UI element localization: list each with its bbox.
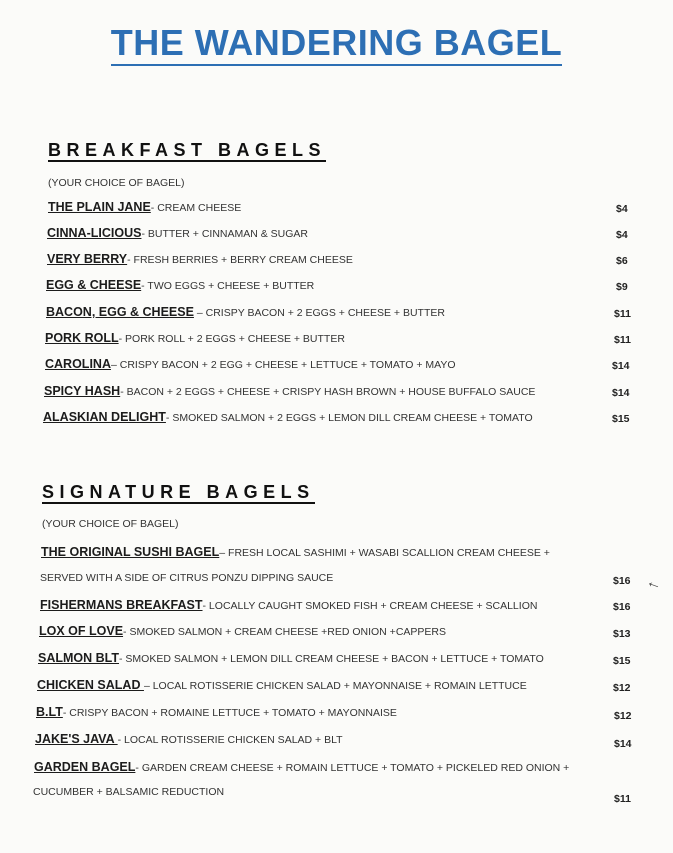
item-price: $14 <box>614 738 632 750</box>
breakfast-item-very-berry: VERY BERRY- FRESH BERRIES + BERRY CREAM CHEESE <box>47 252 353 266</box>
item-price: $14 <box>612 387 630 399</box>
item-name: THE PLAIN JANE <box>48 200 151 214</box>
breakfast-item-bacon-egg-cheese: BACON, EGG & CHEESE – CRISPY BACON + 2 EGGS + CHEESE + BUTTER <box>46 305 445 319</box>
item-name: GARDEN BAGEL <box>34 760 136 774</box>
item-price: $14 <box>612 360 630 372</box>
item-price: $6 <box>616 255 628 267</box>
item-description: LOCALLY CAUGHT SMOKED FISH + CREAM CHEESE + SCALLION <box>206 600 538 612</box>
item-description: SMOKED SALMON + LEMON DILL CREAM CHEESE + BACON + LETTUCE + TOMATO <box>122 653 544 665</box>
item-price: $15 <box>613 655 631 667</box>
item-price: $15 <box>612 413 630 425</box>
item-name: CINNA-LICIOUS <box>47 226 142 240</box>
signature-item-blt: B.LT- CRISPY BACON + ROMAINE LETTUCE + TOMATO + MAYONNAISE <box>36 705 397 719</box>
item-name: EGG & CHEESE <box>46 278 142 292</box>
item-description: BUTTER + CINNAMAN & SUGAR <box>144 228 309 240</box>
item-description: BACON + 2 EGGS + CHEESE + CRISPY HASH BROWN + HOUSE BUFFALO SAUCE <box>123 386 536 398</box>
item-name: BACON, EGG & CHEESE <box>46 305 194 319</box>
item-description: PORK ROLL + 2 EGGS + CHEESE + BUTTER <box>122 333 345 345</box>
item-price: $4 <box>616 203 628 215</box>
signature-item-garden-bagel: GARDEN BAGEL- GARDEN CREAM CHEESE + ROMAIN LETTUCE + TOMATO + PICKELED RED ONION + <box>34 760 570 774</box>
arrow-mark-icon: ← <box>643 572 665 595</box>
signature-heading: SIGNATURE BAGELS <box>42 482 315 502</box>
breakfast-item-egg-cheese: EGG & CHEESE- TWO EGGS + CHEESE + BUTTER <box>46 278 315 292</box>
item-name: CAROLINA <box>45 357 111 371</box>
item-name: CHICKEN SALAD <box>37 678 144 692</box>
item-price: $4 <box>616 229 628 241</box>
item-name: VERY BERRY <box>47 252 128 266</box>
signature-item-garden-bagel-cont: CUCUMBER + BALSAMIC REDUCTION <box>33 786 225 798</box>
breakfast-item-spicy-hash: SPICY HASH- BACON + 2 EGGS + CHEESE + CRISPY HASH BROWN + HOUSE BUFFALO SAUCE <box>44 384 536 398</box>
item-name: FISHERMANS BREAKFAST <box>40 598 203 612</box>
item-description: TWO EGGS + CHEESE + BUTTER <box>144 280 315 292</box>
item-description: CRISPY BACON + 2 EGG + CHEESE + LETTUCE + TOMATO + MAYO <box>116 359 456 371</box>
item-description: CRISPY BACON + ROMAINE LETTUCE + TOMATO + MAYONNAISE <box>66 707 397 719</box>
item-description: LOCAL ROTISSERIE CHICKEN SALAD + MAYONNAISE + ROMAIN LETTUCE <box>149 680 527 692</box>
item-name: SPICY HASH <box>44 384 121 398</box>
signature-item-jakes-java: JAKE'S JAVA - LOCAL ROTISSERIE CHICKEN SALAD + BLT <box>35 732 343 746</box>
item-price: $9 <box>616 281 628 293</box>
item-price: $11 <box>614 793 631 805</box>
item-description: SMOKED SALMON + 2 EGGS + LEMON DILL CREAM CHEESE + TOMATO <box>169 412 533 424</box>
breakfast-item-cinna-licious: CINNA-LICIOUS- BUTTER + CINNAMAN & SUGAR <box>47 226 309 240</box>
item-name: PORK ROLL <box>45 331 119 345</box>
item-name: JAKE'S JAVA <box>35 732 118 746</box>
item-name: ALASKIAN DELIGHT <box>43 410 166 424</box>
breakfast-item-plain-jane: THE PLAIN JANE- CREAM CHEESE <box>48 200 242 214</box>
item-description: GARDEN CREAM CHEESE + ROMAIN LETTUCE + TOMATO + PICKELED RED ONION + <box>138 762 570 774</box>
signature-item-sushi-bagel-cont: SERVED WITH A SIDE OF CITRUS PONZU DIPPING SAUCE <box>40 572 334 584</box>
item-description: FRESH BERRIES + BERRY CREAM CHEESE <box>130 254 353 266</box>
signature-item-fishermans-breakfast: FISHERMANS BREAKFAST- LOCALLY CAUGHT SMOKED FISH + CREAM CHEESE + SCALLION <box>40 598 538 612</box>
signature-item-chicken-salad: CHICKEN SALAD – LOCAL ROTISSERIE CHICKEN SALAD + MAYONNAISE + ROMAIN LETTUCE <box>37 678 527 692</box>
signature-item-salmon-blt: SALMON BLT- SMOKED SALMON + LEMON DILL CREAM CHEESE + BACON + LETTUCE + TOMATO <box>38 651 544 665</box>
signature-item-lox-of-love: LOX OF LOVE- SMOKED SALMON + CREAM CHEESE +RED ONION +CAPPERS <box>39 624 446 638</box>
item-name: SALMON BLT <box>38 651 120 665</box>
item-price: $16 <box>613 601 631 613</box>
breakfast-item-alaskian-delight: ALASKIAN DELIGHT- SMOKED SALMON + 2 EGGS + LEMON DILL CREAM CHEESE + TOMATO <box>43 410 533 424</box>
item-price: $12 <box>613 682 631 694</box>
item-name: THE ORIGINAL SUSHI BAGEL <box>41 545 220 559</box>
item-description: SMOKED SALMON + CREAM CHEESE +RED ONION +CAPPERS <box>126 626 446 638</box>
item-name: LOX OF LOVE <box>39 624 124 638</box>
breakfast-item-carolina: CAROLINA– CRISPY BACON + 2 EGG + CHEESE + LETTUCE + TOMATO + MAYO <box>45 357 456 371</box>
menu-title: THE WANDERING BAGEL <box>0 22 673 64</box>
breakfast-note: (YOUR CHOICE OF BAGEL) <box>48 177 185 189</box>
item-price: $11 <box>614 308 631 320</box>
item-description: FRESH LOCAL SASHIMI + WASABI SCALLION CREAM CHEESE + <box>225 547 550 559</box>
item-description: CRISPY BACON + 2 EGGS + CHEESE + BUTTER <box>205 307 445 319</box>
item-description: CREAM CHEESE <box>154 202 242 214</box>
breakfast-heading: BREAKFAST BAGELS <box>48 140 327 160</box>
item-price: $16 <box>613 575 631 587</box>
signature-note: (YOUR CHOICE OF BAGEL) <box>42 518 179 530</box>
signature-item-sushi-bagel: THE ORIGINAL SUSHI BAGEL– FRESH LOCAL SASHIMI + WASABI SCALLION CREAM CHEESE + <box>41 545 550 559</box>
item-description: LOCAL ROTISSERIE CHICKEN SALAD + BLT <box>121 734 343 746</box>
item-name: B.LT <box>36 705 63 719</box>
item-price: $12 <box>614 710 632 722</box>
item-price: $13 <box>613 628 631 640</box>
item-price: $11 <box>614 334 631 346</box>
breakfast-item-pork-roll: PORK ROLL- PORK ROLL + 2 EGGS + CHEESE + BUTTER <box>45 331 345 345</box>
